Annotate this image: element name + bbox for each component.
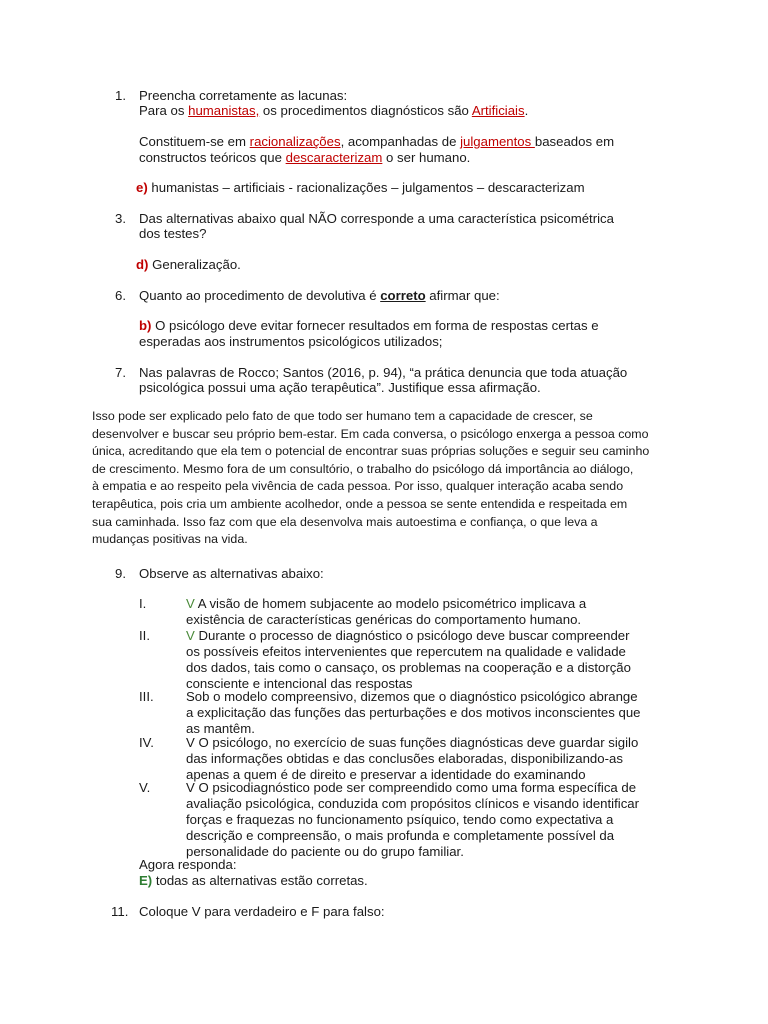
q6-answer-line1: b) O psicólogo deve evitar fornecer resultados em forma de respostas certas e [139, 318, 599, 333]
q1-blank-humanistas: humanistas, [188, 103, 260, 118]
q3-answer: d) Generalização. [136, 257, 241, 272]
q7-answer-line: terapêutica, pois cria um ambiente acolhedor, onde a pessoa se sente entendida e respeitada em [92, 496, 628, 511]
q9-respond: Agora responda: [139, 857, 237, 872]
q9-item-5-numeral: V. [139, 780, 151, 795]
q9-prompt: Observe as alternativas abaixo: [139, 566, 324, 581]
q7-answer-line: única, acreditando que ela tem o potencial de encontrar suas próprias soluções e seguir seu caminho [92, 444, 650, 459]
q3-line2: dos testes? [139, 226, 207, 241]
q3-number: 3. [115, 211, 126, 226]
q6-emphasis: correto [380, 288, 426, 303]
q9-item-4: V O psicólogo, no exercício de suas funções diagnósticas deve guardar sigilo das informações obtidas e das conclusões elaboradas, disponibilizando-as apenas a quem é de direito e preservar a identidade do examinando [186, 735, 639, 782]
q6-number: 6. [115, 288, 126, 303]
q9-answer: E) todas as alternativas estão corretas. [139, 873, 368, 888]
q1-answer: e) humanistas – artificiais - racionalizações – julgamentos – descaracterizam [136, 180, 585, 195]
q1-blank-descaracterizam: descaracterizam [285, 150, 383, 165]
q1-blank-artificiais: Artificiais [471, 103, 525, 118]
q7-line1: Nas palavras de Rocco; Santos (2016, p. 94), “a prática denuncia que toda atuação [139, 365, 628, 380]
q3-answer-letter: d) [136, 257, 149, 272]
q1-number: 1. [115, 88, 126, 103]
q7-answer-line: Isso pode ser explicado pelo fato de que todo ser humano tem a capacidade de crescer, se [92, 409, 593, 423]
q9-item-4-numeral: IV. [139, 735, 154, 750]
q7-answer-line: de crescimento. Mesmo fora de um consultório, o trabalho do psicólogo dá importância ao diálogo, [92, 461, 634, 476]
q3-line1: Das alternativas abaixo qual NÃO corresponde a uma característica psicométrica [139, 211, 614, 226]
q9-item-1: V A visão de homem subjacente ao modelo psicométrico implicava a existência de características genéricas do comportamento humano. [186, 596, 587, 627]
q7-answer-line: à empatia e ao respeito pela vivência de cada pessoa. Por isso, qualquer interação acaba sendo [92, 479, 624, 494]
q11-number: 11. [111, 904, 129, 919]
q9-answer-letter: E) [139, 873, 153, 888]
q1-line3: constructos teóricos que descaracterizam o ser humano. [139, 150, 471, 165]
q6-answer-letter: b) [139, 318, 152, 333]
q6-answer-line2: esperadas aos instrumentos psicológicos utilizados; [139, 334, 443, 349]
q7-answer-line: desenvolver e buscar seu próprio bem-estar. Em cada conversa, o psicólogo enxerga a pessoa como [92, 426, 649, 441]
q9-item-1-mark: V [186, 596, 195, 611]
q7-answer-line: mudanças positivas na vida. [92, 532, 248, 547]
q1-prompt: Preencha corretamente as lacunas: [139, 88, 348, 103]
q9-item-3: Sob o modelo compreensivo, dizemos que o diagnóstico psicológico abrange a explicitação das funções das perturbações e dos motivos inconscientes que as mantêm. [186, 689, 641, 736]
q9-item-5: V O psicodiagnóstico pode ser compreendido como uma forma específica de avaliação psicológica, conduzida com propósitos clínicos e visando identificar forças e fraquezas no funcionamento psíquico, tendo como expectativa a descrição e compreensão, o mais profunda e completamente possível da personalidade do paciente ou do grupo familiar. [186, 780, 640, 859]
q9-item-2-mark: V [186, 628, 195, 643]
q7-line2: psicológica possui uma ação terapêutica”. Justifique essa afirmação. [139, 380, 541, 395]
q1-blank-julgamentos: julgamentos [460, 134, 535, 149]
q7-answer-paragraph [92, 408, 692, 549]
q1-line1: Para os humanistas, os procedimentos diagnósticos são Artificiais. [139, 103, 529, 118]
q1-line2: Constituem-se em racionalizações, acompanhadas de julgamentos baseados em [139, 134, 615, 149]
q9-item-3-numeral: III. [139, 689, 154, 704]
q6-prompt: Quanto ao procedimento de devolutiva é correto afirmar que: [139, 288, 500, 303]
q1-blank-racionalizacoes: racionalizações [249, 134, 341, 149]
q1-answer-letter: e) [136, 180, 148, 195]
q7-answer-line: sua caminhada. Isso faz com que ela desenvolva mais autoestima e confiança, o que leva a [92, 514, 598, 529]
q7-number: 7. [115, 365, 126, 380]
q9-item-2-numeral: II. [139, 628, 150, 643]
q9-item-1-numeral: I. [139, 596, 147, 611]
q9-item-2: V Durante o processo de diagnóstico o psicólogo deve buscar compreender os possíveis efeitos intervenientes que repercutem na qualidade e validade dos dados, tais como o cansaço, os problemas na cooperação e a distorção consciente e intencional das respostas [186, 628, 631, 691]
q9-number: 9. [115, 566, 126, 581]
q11-prompt: Coloque V para verdadeiro e F para falso: [139, 904, 385, 919]
